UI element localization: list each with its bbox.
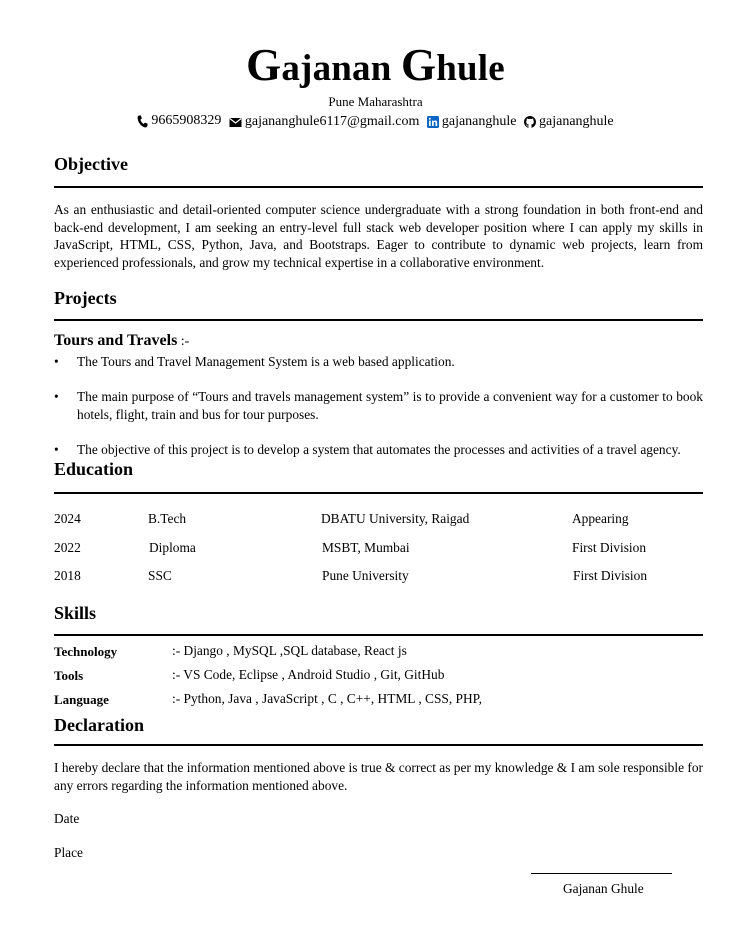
candidate-name: Gajanan Ghule	[246, 40, 505, 90]
contact-github[interactable]: gajananghule	[524, 114, 614, 130]
email-icon	[229, 117, 242, 128]
education-institute: Pune University	[322, 568, 409, 583]
objective-divider	[54, 186, 703, 188]
education-degree: Diploma	[149, 540, 196, 555]
declaration-text: I hereby declare that the information mentioned above is true & correct as per my knowledge & I am sole responsible for any errors regarding the information mentioned above.	[54, 760, 703, 793]
education-year: 2018	[54, 568, 81, 583]
skills-divider	[54, 634, 703, 636]
signature-line	[531, 873, 672, 874]
education-institute: DBATU University, Raigad	[321, 511, 470, 526]
project-title: Tours and Travels :-	[54, 332, 190, 349]
skill-value: :- Django , MySQL ,SQL database, React js	[172, 643, 407, 658]
education-heading: Education	[54, 459, 134, 479]
contact-email[interactable]: gajananghule6117@gmail.com	[229, 114, 420, 130]
skill-label: Language	[54, 692, 109, 707]
project-bullet: • The Tours and Travel Management System is a web based application.	[54, 354, 455, 369]
phone-icon	[137, 115, 148, 128]
bullet-icon: •	[54, 442, 59, 457]
bullet-icon: •	[54, 389, 59, 404]
education-result: Appearing	[572, 511, 629, 526]
education-divider	[54, 492, 703, 494]
contact-phone[interactable]: 9665908329	[137, 113, 221, 129]
education-year: 2024	[54, 511, 81, 526]
objective-heading: Objective	[54, 154, 128, 174]
declaration-heading: Declaration	[54, 715, 144, 735]
linkedin-icon	[427, 116, 439, 128]
declaration-divider	[54, 744, 703, 746]
skill-label: Tools	[54, 668, 84, 683]
skills-heading: Skills	[54, 603, 97, 623]
contact-line	[0, 113, 751, 133]
skill-value: :- Python, Java , JavaScript , C , C++, HTML , CSS, PHP,	[172, 691, 482, 706]
contact-linkedin[interactable]: gajananghule	[427, 114, 517, 130]
signature-name: Gajanan Ghule	[563, 881, 644, 896]
github-icon	[524, 116, 536, 128]
projects-heading: Projects	[54, 288, 117, 308]
education-degree: B.Tech	[148, 511, 187, 526]
project-bullet: • The objective of this project is to develop a system that automates the processes and activities of a travel agency.	[54, 442, 681, 457]
skill-label: Technology	[54, 644, 118, 659]
project-bullet: • The main purpose of “Tours and travels management system” is to provide a convenient way for a customer to book hotels, flight, train and bus for tour purposes.	[54, 389, 703, 422]
place-label: Place	[54, 845, 83, 860]
location: Pune Maharashtra	[328, 94, 423, 109]
education-degree: SSC	[148, 568, 172, 583]
objective-text: As an enthusiastic and detail-oriented computer science undergraduate with a strong foundation in both front-end and back-end development, I am seeking an entry-level full stack web developer position where I can apply my skills in JavaScript, HTML, CSS, Python, Java, and Bootstraps. Eager to contribute to dynamic web projects, learn from experienced professionals, and grow my technical expertise in a collaborative environment.	[54, 202, 703, 270]
education-year: 2022	[54, 540, 81, 555]
bullet-icon: •	[54, 354, 59, 369]
projects-divider	[54, 319, 703, 321]
education-result: First Division	[573, 568, 648, 583]
education-result: First Division	[572, 540, 647, 555]
education-institute: MSBT, Mumbai	[322, 540, 410, 555]
skill-value: :- VS Code, Eclipse , Android Studio , Git, GitHub	[172, 667, 445, 682]
date-label: Date	[54, 811, 80, 826]
